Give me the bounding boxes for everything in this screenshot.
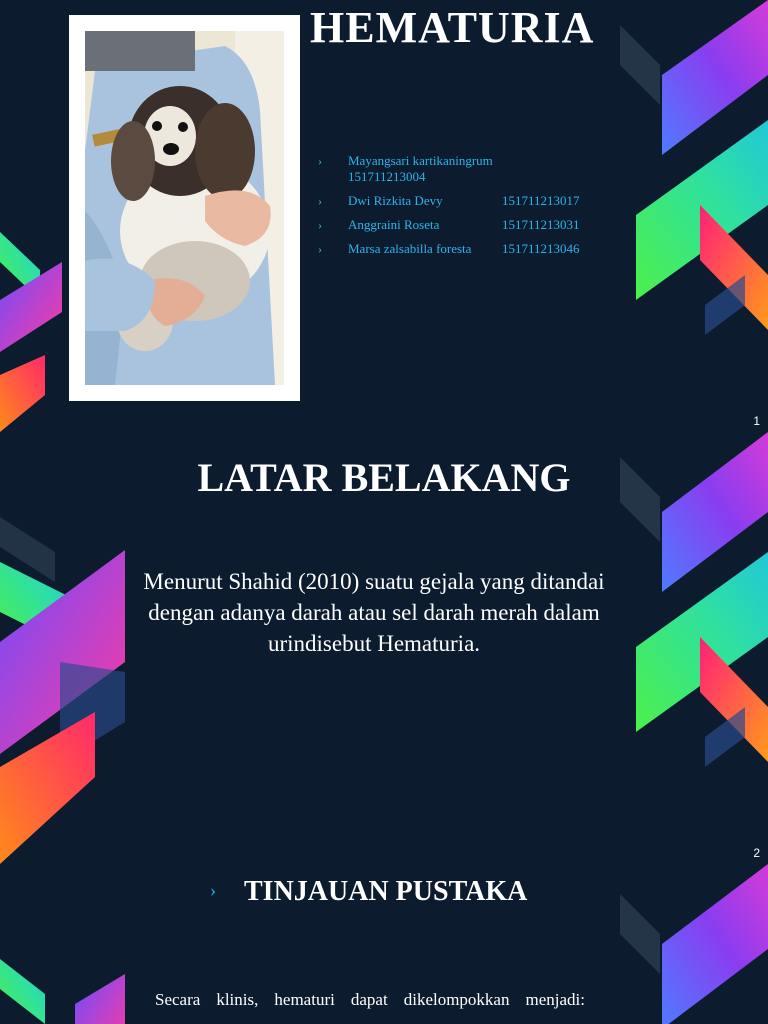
presentation-title: HEMATURIA: [310, 3, 595, 52]
member-nim: 151711213031: [502, 217, 580, 232]
shih-tzu-dog-held-by-person-icon: [85, 31, 284, 385]
slide-number: 2: [753, 846, 760, 860]
slide-body-text: Menurut Shahid (2010) suatu gejala yang ditandai dengan adanya darah atau sel darah merah dalam urindisebut Hematuria.: [143, 569, 605, 656]
list-item: [318, 193, 608, 209]
member-nim: 151711213017: [502, 193, 580, 208]
chevron-right-icon: ›: [318, 218, 322, 232]
member-list: [318, 153, 608, 265]
slide-number: 1: [753, 414, 760, 428]
member-name: Anggraini Roseta: [348, 217, 440, 232]
member-name: Dwi Rizkita Devy: [348, 193, 443, 208]
section-heading-text: TINJAUAN PUSTAKA: [244, 876, 528, 907]
member-nim: 151711213046: [502, 241, 580, 256]
list-item: [318, 241, 608, 257]
slide-2: [0, 432, 768, 864]
member-nim: 151711213004: [348, 169, 426, 184]
slide-body-text: Secara klinis, hematuri dapat dikelompokkan menjadi:: [155, 990, 585, 1009]
list-item: [318, 217, 608, 233]
photo-frame: [69, 15, 300, 401]
section-heading: [210, 876, 610, 912]
chevron-right-icon: ›: [318, 194, 322, 208]
chevron-right-icon: ›: [210, 880, 216, 900]
member-name: Marsa zalsabilla foresta: [348, 241, 472, 256]
chevron-right-icon: ›: [318, 154, 322, 168]
slide-3: [0, 864, 768, 1024]
slide-title: LATAR BELAKANG: [197, 455, 571, 500]
member-name: Mayangsari kartikaningrum: [348, 153, 493, 168]
slide-1: [0, 0, 768, 432]
list-item: [318, 153, 608, 185]
chevron-right-icon: ›: [318, 242, 322, 256]
dog-photo: [85, 31, 284, 385]
